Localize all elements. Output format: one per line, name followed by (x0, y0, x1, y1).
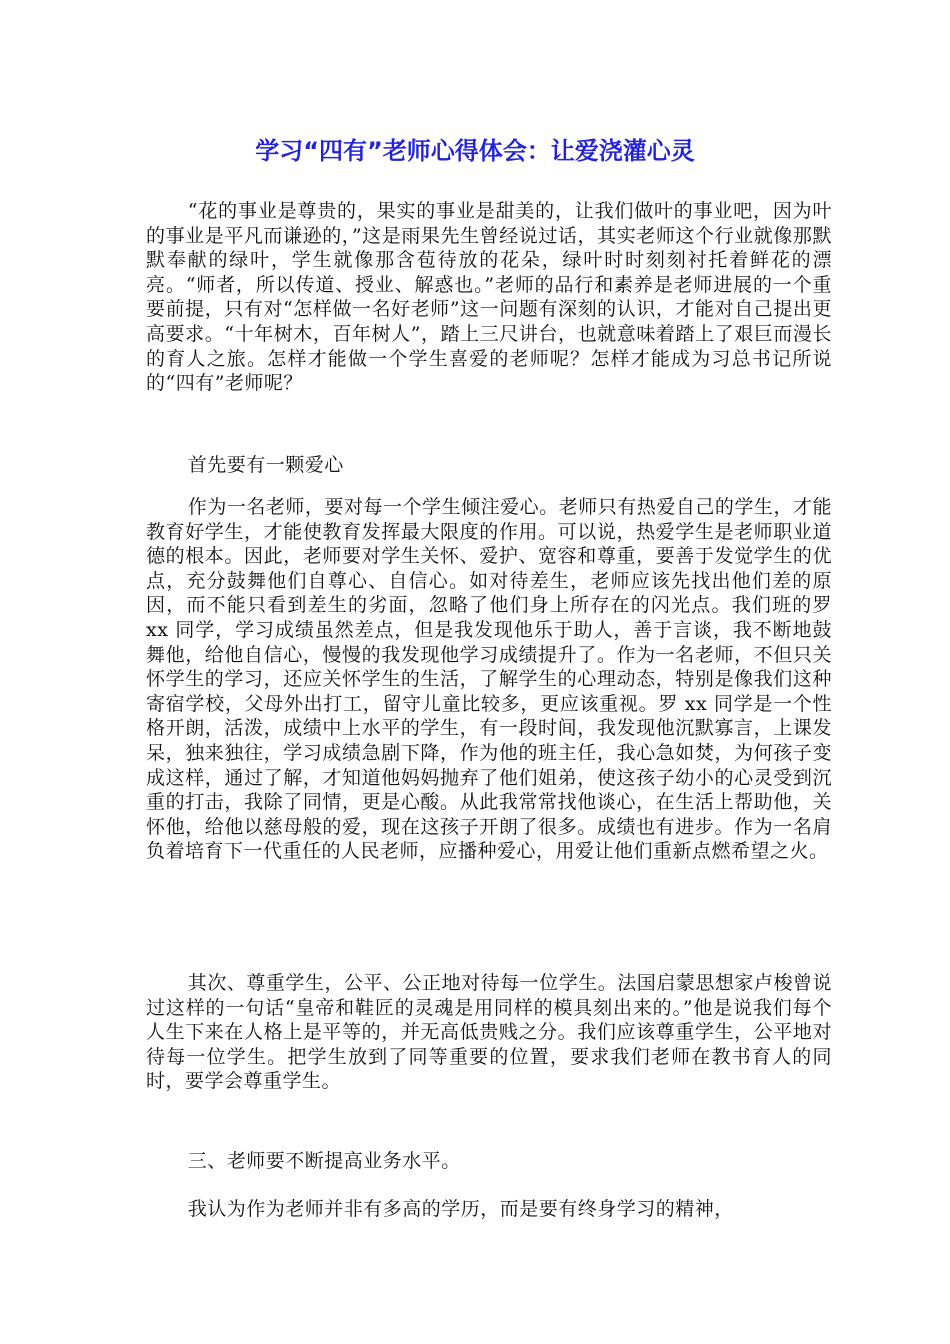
love-paragraph: 作为一名老师，要对每一个学生倾注爱心。老师只有热爱自己的学生，才能教育好学生，才能使教育发挥最大限度的作用。可以说，热爱学生是老师职业道德的根本。因此，老师要对学生关怀、爱护、宽容和尊重，要善于发觉学生的优点，充分鼓舞他们自尊心、自信心。如对待差生，老师应该先找出他们差的原因，而不能只看到差生的劣面，忽略了他们身上所存在的闪光点。我们班的罗 xx 同学，学习成绩虽然差点，但是我发现他乐于助人，善于言谈，我不断地鼓舞他，给他自信心，慢慢的我发现他学习成绩提升了。作为一名老师，不但只关怀学生的学习，还应关怀学生的生活，了解学生的心理动态，特别是像我们这种寄宿学校，父母外出打工，留守儿童比较多，更应该重视。罗 xx 同学是一个性格开朗，活泼，成绩中上水平的学生，有一段时间，我发现他沉默寡言，上课发呆，独来独往，学习成绩急剧下降，作为他的班主任，我心急如焚，为何孩子变成这样，通过了解，才知道他妈妈抛弃了他们姐弟，使这孩子幼小的心灵受到沉重的打击，我除了同情，更是心酸。从此我常常找他谈心，在生活上帮助他，关怀他，给他以慈母般的爱，现在这孩子开朗了很多。成绩也有进步。作为一名肩负着培育下一代重任的人民老师，应播种爱心，用爱让他们重新点燃希望之火。 (146, 496, 832, 863)
respect-paragraph: 其次、尊重学生，公平、公正地对待每一位学生。法国启蒙思想家卢梭曾说过这样的一句话“皇帝和鞋匠的灵魂是用同样的模具刻出来的。”他是说我们每个人生下来在人格上是平等的，并无高低贵贱之分。我们应该尊重学生，公平地对待每一位学生。把学生放到了同等重要的位置，要求我们老师在教书育人的同时，要学会尊重学生。 (146, 972, 832, 1093)
intro-paragraph: “花的事业是尊贵的，果实的事业是甜美的，让我们做叶的事业吧，因为叶的事业是平凡而谦逊的，”这是雨果先生曾经说过话，其实老师这个行业就像那默默奉献的绿叶，学生就像那含苞待放的花朵，绿叶时时刻刻衬托着鲜花的漂亮。“师者，所以传道、授业、解惑也。”老师的品行和素养是老师进展的一个重要前提，只有对“怎样做一名好老师”这一问题有深刻的认识，才能对自己提出更高要求。“十年树木，百年树人”，踏上三尺讲台，也就意味着踏上了艰巨而漫长的育人之旅。怎样才能做一个学生喜爱的老师呢？怎样才能成为习总书记所说的“四有”老师呢？ (146, 200, 832, 395)
section-heading-skills: 三、老师要不断提高业务水平。 (187, 1150, 461, 1172)
skills-paragraph: 我认为作为老师并非有多高的学历，而是要有终身学习的精神， (187, 1198, 734, 1220)
section-heading-love: 首先要有一颗爱心 (187, 454, 344, 476)
document-title: 学习“四有”老师心得体会：让爱浇灌心灵 (255, 137, 695, 165)
